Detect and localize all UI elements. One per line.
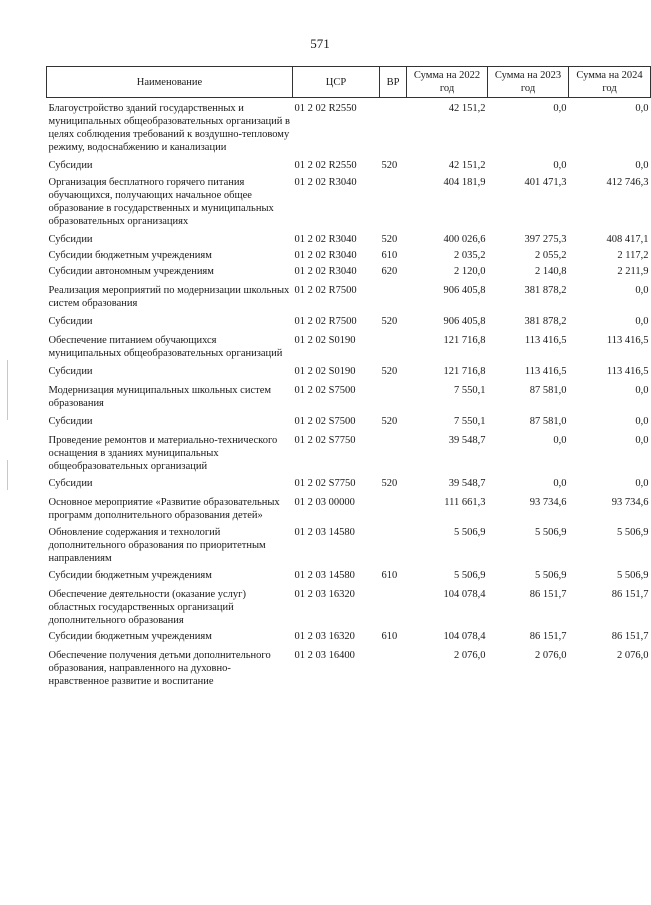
row-sum-2023-cell: 0,0 — [553, 160, 567, 171]
row-vr-cell — [380, 98, 407, 155]
row-sum-2024-cell: 5 506,9 — [617, 527, 649, 538]
table-body — [47, 98, 651, 689]
row-sum-2023-cell: 2 140,8 — [535, 266, 567, 277]
row-sum-2023-cell: 0,0 — [553, 435, 567, 446]
header-vr: ВР — [380, 67, 407, 98]
row-name-cell: Субсидии — [48, 234, 93, 245]
row-sum-2024-cell: 2 117,2 — [617, 250, 649, 261]
row-vr-cell — [380, 172, 407, 228]
row-sum-2022-cell: 42 151,2 — [448, 103, 486, 114]
table-row — [47, 278, 651, 310]
row-sum-2023-cell: 0,0 — [553, 103, 567, 114]
row-csr-cell: 01 2 02 S7750 — [294, 435, 356, 446]
row-sum-2022-cell: 7 550,1 — [454, 385, 486, 396]
row-name-cell: Основное мероприятие «Развитие образовательных программ дополнительного образования детей» — [48, 497, 280, 521]
table-row — [47, 410, 651, 428]
header-sum-2023: Сумма на 2023 год — [488, 67, 569, 98]
row-sum-2023-cell: 113 416,5 — [524, 335, 567, 346]
row-sum-2023-cell: 381 878,2 — [524, 285, 567, 296]
row-sum-2022-cell: 404 181,9 — [443, 177, 486, 188]
row-sum-2024-cell: 0,0 — [635, 385, 649, 396]
row-csr-cell: 01 2 02 R2550 — [294, 103, 357, 114]
row-sum-2024-cell: 86 151,7 — [611, 589, 649, 600]
row-vr-cell: 610 — [381, 570, 398, 581]
table-row — [47, 172, 651, 228]
row-sum-2022-cell: 400 026,6 — [443, 234, 486, 245]
row-name-cell: Субсидии бюджетным учреждениям — [48, 631, 212, 642]
row-sum-2023-cell: 401 471,3 — [524, 177, 567, 188]
row-sum-2022-cell: 121 716,8 — [443, 366, 486, 377]
row-sum-2024-cell: 0,0 — [635, 316, 649, 327]
row-sum-2023-cell: 5 506,9 — [535, 570, 567, 581]
row-sum-2023-cell: 93 734,6 — [529, 497, 567, 508]
row-sum-2022-cell: 5 506,9 — [454, 527, 486, 538]
scan-margin-mark — [7, 460, 8, 490]
row-name-cell: Субсидии — [48, 160, 93, 171]
row-sum-2023-cell: 397 275,3 — [524, 234, 567, 245]
row-vr-cell: 620 — [381, 266, 398, 277]
table-row — [47, 565, 651, 582]
table-row — [47, 490, 651, 522]
row-csr-cell: 01 2 03 16320 — [294, 631, 355, 642]
row-sum-2023-cell: 86 151,7 — [529, 631, 567, 642]
row-vr-cell: 520 — [381, 478, 398, 489]
row-sum-2022-cell: 42 151,2 — [448, 160, 486, 171]
row-name-cell: Обеспечение питанием обучающихся муниципальных общеобразовательных организаций — [48, 335, 283, 359]
row-sum-2024-cell: 412 746,3 — [606, 177, 649, 188]
table-row — [47, 98, 651, 155]
table-row — [47, 473, 651, 490]
row-sum-2023-cell: 87 581,0 — [529, 385, 567, 396]
row-name-cell: Субсидии — [48, 366, 93, 377]
row-csr-cell: 01 2 03 14580 — [294, 570, 355, 581]
table-row — [47, 310, 651, 328]
row-vr-cell — [380, 490, 407, 522]
row-sum-2024-cell: 0,0 — [635, 435, 649, 446]
row-vr-cell — [380, 278, 407, 310]
row-name-cell: Субсидии бюджетным учреждениям — [48, 250, 212, 261]
row-csr-cell: 01 2 02 S7500 — [294, 385, 356, 396]
page-number: 571 — [310, 36, 330, 51]
row-name-cell: Реализация мероприятий по модернизации школьных систем образования — [48, 285, 290, 309]
row-csr-cell: 01 2 02 S7500 — [294, 416, 356, 427]
row-name-cell: Субсидии — [48, 478, 93, 489]
table-header-row — [47, 67, 651, 98]
row-sum-2024-cell: 0,0 — [635, 103, 649, 114]
row-vr-cell — [380, 522, 407, 565]
row-sum-2024-cell: 113 416,5 — [606, 366, 649, 377]
row-sum-2022-cell: 121 716,8 — [443, 335, 486, 346]
row-sum-2022-cell: 39 548,7 — [448, 435, 486, 446]
row-sum-2022-cell: 104 078,4 — [443, 631, 486, 642]
row-csr-cell: 01 2 03 14580 — [294, 527, 355, 538]
row-csr-cell: 01 2 03 16320 — [294, 589, 355, 600]
row-sum-2023-cell: 381 878,2 — [524, 316, 567, 327]
row-csr-cell: 01 2 03 16400 — [294, 650, 355, 661]
row-vr-cell: 610 — [381, 250, 398, 261]
row-vr-cell: 520 — [381, 316, 398, 327]
table-row — [47, 643, 651, 688]
row-vr-cell: 520 — [381, 366, 398, 377]
table-row — [47, 360, 651, 378]
row-csr-cell: 01 2 02 R3040 — [294, 266, 357, 277]
row-name-cell: Проведение ремонтов и материально-технического оснащения в зданиях муниципальных общеобразовательных организаций — [48, 435, 278, 472]
table-row — [47, 582, 651, 627]
row-vr-cell — [380, 378, 407, 410]
table-row — [47, 627, 651, 643]
row-sum-2024-cell: 0,0 — [635, 160, 649, 171]
row-csr-cell: 01 2 03 00000 — [294, 497, 355, 508]
row-vr-cell — [380, 428, 407, 473]
row-sum-2022-cell: 104 078,4 — [443, 589, 486, 600]
row-vr-cell: 610 — [381, 631, 398, 642]
row-csr-cell: 01 2 02 S0190 — [294, 366, 356, 377]
row-name-cell: Субсидии — [48, 316, 93, 327]
row-csr-cell: 01 2 02 R3040 — [294, 250, 357, 261]
header-name: Наименование — [47, 67, 293, 98]
row-csr-cell: 01 2 02 R7500 — [294, 285, 357, 296]
row-name-cell: Благоустройство зданий государственных и муниципальных общеобразовательных организаций в целях соблюдения требований к воздушно-тепловому режиму, водоснабжению и канализации — [48, 103, 290, 153]
row-sum-2023-cell: 5 506,9 — [535, 527, 567, 538]
table-row — [47, 378, 651, 410]
row-csr-cell: 01 2 02 S7750 — [294, 478, 356, 489]
row-sum-2022-cell: 111 661,3 — [444, 497, 486, 508]
budget-table — [46, 66, 651, 688]
row-csr-cell: 01 2 02 R3040 — [294, 177, 357, 188]
table-row — [47, 522, 651, 565]
header-csr: ЦСР — [293, 67, 380, 98]
row-sum-2024-cell: 2 076,0 — [617, 650, 649, 661]
row-name-cell: Организация бесплатного горячего питания обучающихся, получающих начальное общее образование в государственных и муниципальных образовательных организациях — [48, 177, 274, 227]
row-vr-cell: 520 — [381, 234, 398, 245]
table-row — [47, 428, 651, 473]
row-sum-2023-cell: 2 055,2 — [535, 250, 567, 261]
table-row — [47, 262, 651, 278]
table-row — [47, 154, 651, 172]
row-name-cell: Обеспечение деятельности (оказание услуг) областных государственных организаций дополнительного образования — [48, 589, 246, 626]
scan-margin-mark — [7, 360, 8, 420]
row-sum-2023-cell: 87 581,0 — [529, 416, 567, 427]
row-csr-cell: 01 2 02 R2550 — [294, 160, 357, 171]
row-sum-2022-cell: 39 548,7 — [448, 478, 486, 489]
row-sum-2022-cell: 906 405,8 — [443, 285, 486, 296]
header-sum-2024: Сумма на 2024 год — [569, 67, 651, 98]
row-csr-cell: 01 2 02 S0190 — [294, 335, 356, 346]
row-sum-2022-cell: 2 076,0 — [454, 650, 486, 661]
row-sum-2022-cell: 2 120,0 — [454, 266, 486, 277]
table-row — [47, 228, 651, 246]
row-vr-cell — [380, 582, 407, 627]
row-name-cell: Субсидии — [48, 416, 93, 427]
header-sum-2022: Сумма на 2022 год — [407, 67, 488, 98]
row-sum-2023-cell: 2 076,0 — [535, 650, 567, 661]
table-row — [47, 328, 651, 360]
row-sum-2022-cell: 906 405,8 — [443, 316, 486, 327]
row-sum-2022-cell: 5 506,9 — [454, 570, 486, 581]
row-csr-cell: 01 2 02 R3040 — [294, 234, 357, 245]
row-sum-2024-cell: 2 211,9 — [617, 266, 649, 277]
table-row — [47, 246, 651, 262]
row-sum-2024-cell: 0,0 — [635, 416, 649, 427]
row-name-cell: Обеспечение получения детьми дополнительного образования, направленного на духовно-нравственное развитие и воспитание — [48, 650, 271, 687]
row-sum-2024-cell: 113 416,5 — [606, 335, 649, 346]
row-sum-2024-cell: 408 417,1 — [606, 234, 649, 245]
row-sum-2023-cell: 86 151,7 — [529, 589, 567, 600]
row-sum-2024-cell: 5 506,9 — [617, 570, 649, 581]
row-sum-2024-cell: 0,0 — [635, 478, 649, 489]
row-sum-2022-cell: 7 550,1 — [454, 416, 486, 427]
row-vr-cell — [380, 643, 407, 688]
row-sum-2022-cell: 2 035,2 — [454, 250, 486, 261]
row-vr-cell — [380, 328, 407, 360]
row-vr-cell: 520 — [381, 160, 398, 171]
row-vr-cell: 520 — [381, 416, 398, 427]
row-csr-cell: 01 2 02 R7500 — [294, 316, 357, 327]
row-name-cell: Обновление содержания и технологий дополнительного образования по приоритетным направлениям — [48, 527, 266, 564]
row-sum-2023-cell: 0,0 — [553, 478, 567, 489]
row-sum-2024-cell: 0,0 — [635, 285, 649, 296]
row-sum-2023-cell: 113 416,5 — [524, 366, 567, 377]
row-name-cell: Модернизация муниципальных школьных систем образования — [48, 385, 272, 409]
row-name-cell: Субсидии бюджетным учреждениям — [48, 570, 212, 581]
row-name-cell: Субсидии автономным учреждениям — [48, 266, 214, 277]
row-sum-2024-cell: 93 734,6 — [611, 497, 649, 508]
row-sum-2024-cell: 86 151,7 — [611, 631, 649, 642]
